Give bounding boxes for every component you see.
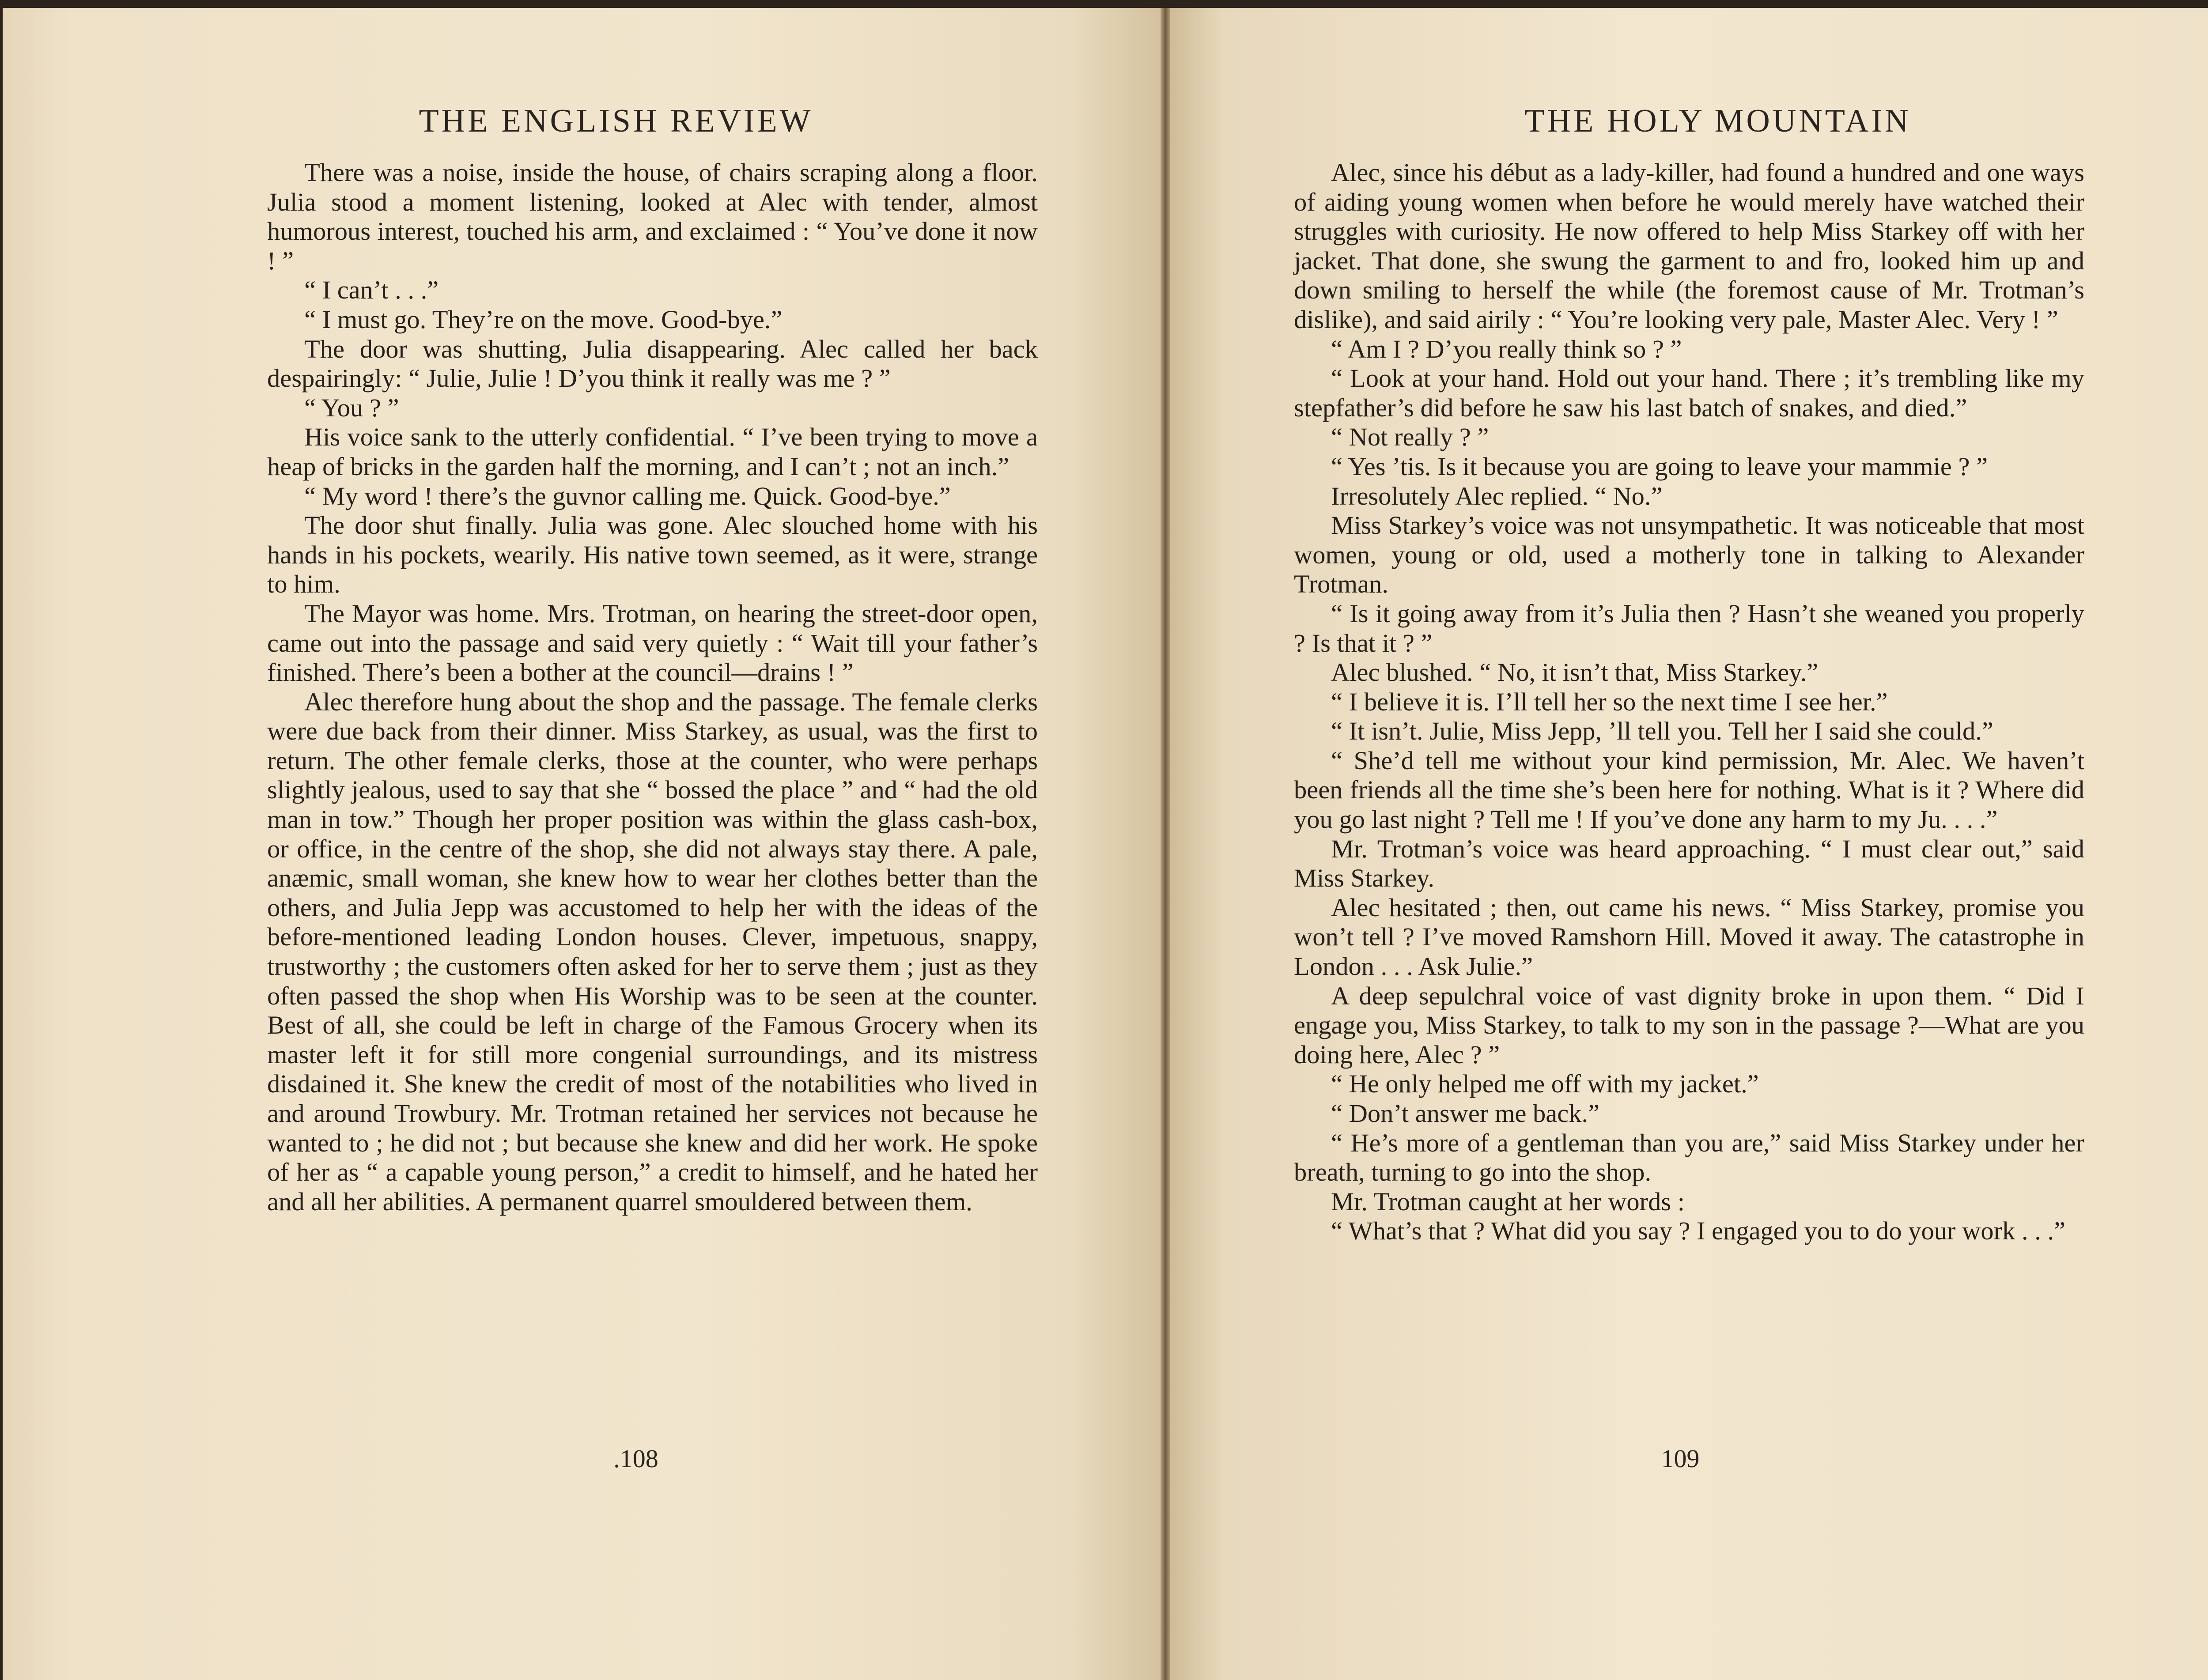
paragraph: “ Not really ? ” [1331, 423, 1489, 452]
book-gutter [1161, 8, 1170, 1680]
page-number-right: 109 [1661, 1444, 1700, 1473]
paragraph: “ Am I ? D’you really think so ? ” [1331, 334, 1682, 363]
running-head-right: THE HOLY MOUNTAIN [1524, 103, 1911, 139]
paragraph: The door shut finally. Julia was gone. Alec slouched home with his hands in his pockets, wearily. His native town seemed, as it were, strange to him. [267, 511, 1038, 599]
paragraph: There was a noise, inside the house, of chairs scraping along a floor. Julia stood a moment listening, looked at Alec with tender, almost humorous interest, touched his arm, and exclaimed : “ You’ve done it now ! ” [267, 158, 1038, 275]
paragraph: The Mayor was home. Mrs. Trotman, on hearing the street-door open, came out into the passage and said very quietly : “ Wait till your father’s finished. There’s been a bother at the council—drains ! ” [267, 599, 1038, 687]
paragraph: Alec therefore hung about the shop and the passage. The female clerks were due back from their dinner. Miss Starkey, as usual, was the first to return. The other female clerks, those at the counter, who were perhaps slightly jealous, used to say that she “ bossed the place ” and “ had the old man in tow.” Though her proper position was within the glass cash-box, or office, in the centre of the shop, she did not always stay there. A pale, anæmic, small woman, she knew how to wear her clothes better than the others, and Julia Jepp was accustomed to help her with the ideas of the before-mentioned leading London houses. Clever, impetuous, snappy, trustworthy ; the customers often asked for her to serve them ; just as they often passed the shop when His Worship was to be seen at the counter. Best of all, she could be left in charge of the Famous Grocery when its master left it for still more congenial surroundings, and its mistress disdained it. She knew the credit of most of the notabilities who lived in and around Trowbury. Mr. Trotman retained her services not because he wanted to ; he did not ; but because she knew and did her work. He spoke of her as “ a capable young person,” a credit to himself, and he hated her and all her abilities. A permanent quarrel smouldered between them. [267, 687, 1038, 1216]
paragraph: “ I believe it is. I’ll tell her so the next time I see her.” [1331, 687, 1888, 716]
paragraph: “ Yes ’tis. Is it because you are going to leave your mammie ? ” [1331, 452, 1988, 481]
paragraph: A deep sepulchral voice of vast dignity broke in upon them. “ Did I engage you, Miss Starkey, to talk to my son in the passage ?—What are you doing here, Alec ? ” [1294, 981, 2084, 1069]
right-page-text [1294, 158, 2084, 1246]
paragraph: “ You ? ” [304, 393, 399, 422]
paragraph: “ He only helped me off with my jacket.” [1331, 1069, 1759, 1099]
page-number-left: .108 [613, 1444, 658, 1473]
paragraph: “ Don’t answer me back.” [1331, 1099, 1600, 1128]
paragraph: “ He’s more of a gentleman than you are,” said Miss Starkey under her breath, turning to go into the shop. [1294, 1128, 2084, 1187]
paragraph: “ What’s that ? What did you say ? I engaged you to do your work . . .” [1331, 1216, 2066, 1246]
paragraph: “ She’d tell me without your kind permission, Mr. Alec. We haven’t been friends all the time she’s been here for nothing. What is it ? Where did you go last night ? Tell me ! If you’ve done any harm to my Ju. . . .” [1294, 746, 2084, 834]
paragraph: Miss Starkey’s voice was not unsympathetic. It was noticeable that most women, young or old, used a motherly tone in talking to Alexander Trotman. [1294, 511, 2084, 599]
paragraph: The door was shutting, Julia disappearing. Alec called her back despairingly: “ Julie, Julie ! D’you think it really was me ? ” [267, 334, 1038, 393]
paragraph: “ I must go. They’re on the move. Good-bye.” [304, 305, 783, 334]
paragraph: Alec blushed. “ No, it isn’t that, Miss Starkey.” [1331, 658, 1819, 687]
paragraph: “ Is it going away from it’s Julia then ? Hasn’t she weaned you properly ? Is that it ? ” [1294, 599, 2084, 657]
paragraph: Irresolutely Alec replied. “ No.” [1331, 481, 1663, 510]
paragraph: Alec hesitated ; then, out came his news. “ Miss Starkey, promise you won’t tell ? I’ve moved Ramshorn Hill. Moved it away. The catastrophe in London . . . Ask Julie.” [1294, 893, 2084, 981]
paragraph: Mr. Trotman caught at her words : [1331, 1187, 1685, 1216]
paragraph: “ My word ! there’s the guvnor calling me. Quick. Good-bye.” [304, 481, 951, 510]
paragraph: “ I can’t . . .” [304, 276, 439, 305]
paragraph: Mr. Trotman’s voice was heard approaching. “ I must clear out,” said Miss Starkey. [1294, 834, 2084, 893]
left-page-text [267, 158, 1038, 1216]
running-head-left: THE ENGLISH REVIEW [419, 103, 813, 139]
paragraph: “ It isn’t. Julie, Miss Jepp, ’ll tell you. Tell her I said she could.” [1331, 717, 1993, 746]
paragraph: Alec, since his début as a lady-killer, had found a hundred and one ways of aiding young women when before he would merely have watched their struggles with curiosity. He now offered to help Miss Starkey off with her jacket. That done, she swung the garment to and fro, looked him up and down smiling to herself the while (the foremost cause of Mr. Trotman’s dislike), and said airily : “ You’re looking very pale, Master Alec. Very ! ” [1294, 158, 2084, 334]
paragraph: “ Look at your hand. Hold out your hand. There ; it’s trembling like my stepfather’s did before he saw his last batch of snakes, and died.” [1294, 364, 2084, 422]
paragraph: His voice sank to the utterly confidential. “ I’ve been trying to move a heap of bricks in the garden half the morning, and I can’t ; not an inch.” [267, 423, 1038, 481]
